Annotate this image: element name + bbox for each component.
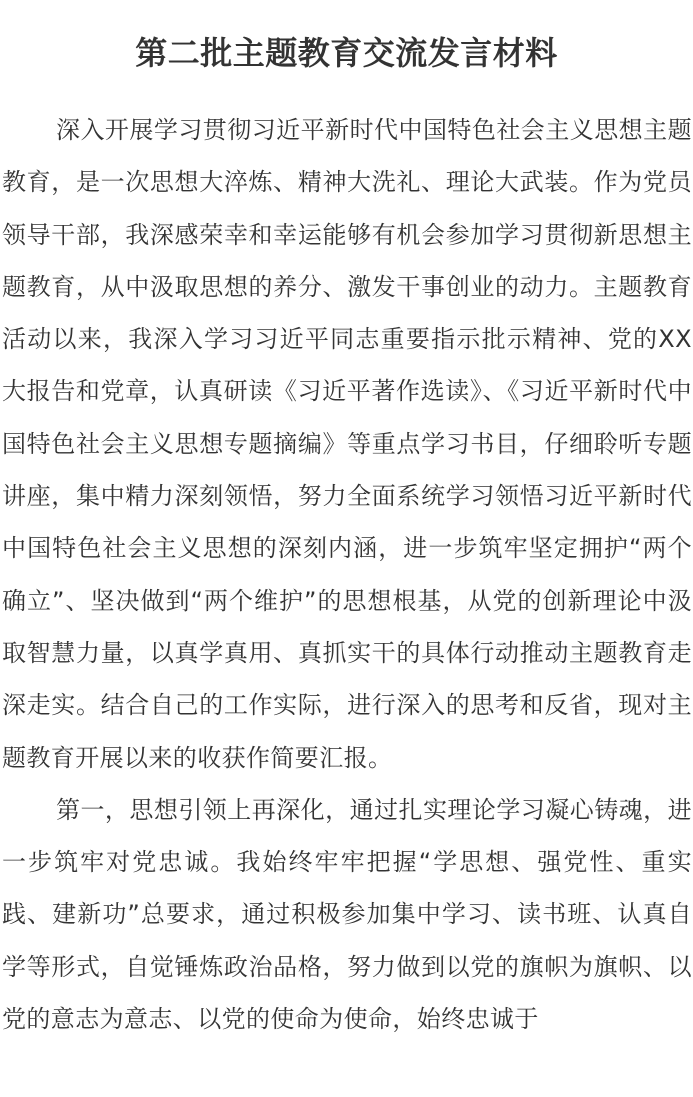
paragraph-intro: 深入开展学习贯彻习近平新时代中国特色社会主义思想主题教育，是一次思想大淬炼、精神大洗礼、理论大武装。作为党员领导干部，我深感荣幸和幸运能够有机会参加学习贯彻新思想主题教育，从中汲取思想的养分、激发干事创业的动力。主题教育活动以来，我深入学习习近平同志重要指示批示精神、党的XX大报告和党章，认真研读《习近平著作选读》、《习近平新时代中国特色社会主义思想专题摘编》等重点学习书目，仔细聆听专题讲座，集中精力深刻领悟，努力全面系统学习领悟习近平新时代中国特色社会主义思想的深刻内涵，进一步筑牢坚定拥护“两个确立”、坚决做到“两个维护”的思想根基，从党的创新理论中汲取智慧力量，以真学真用、真抓实干的具体行动推动主题教育走深走实。结合自己的工作实际，进行深入的思考和反省，现对主题教育开展以来的收获作简要汇报。 [2,116,692,772]
document-body [2,104,692,1045]
document-title: 第二批主题教育交流发言材料 [135,34,558,72]
paragraph-first-point: 第一，思想引领上再深化，通过扎实理论学习凝心铸魂，进一步筑牢对党忠诚。我始终牢牢把握“学思想、强党性、重实践、建新功”总要求，通过积极参加集中学习、读书班、认真自学等形式，自觉锤炼政治品格，努力做到以党的旗帜为旗帜、以党的意志为意志、以党的使命为使命，始终忠诚于 [2,795,692,1034]
